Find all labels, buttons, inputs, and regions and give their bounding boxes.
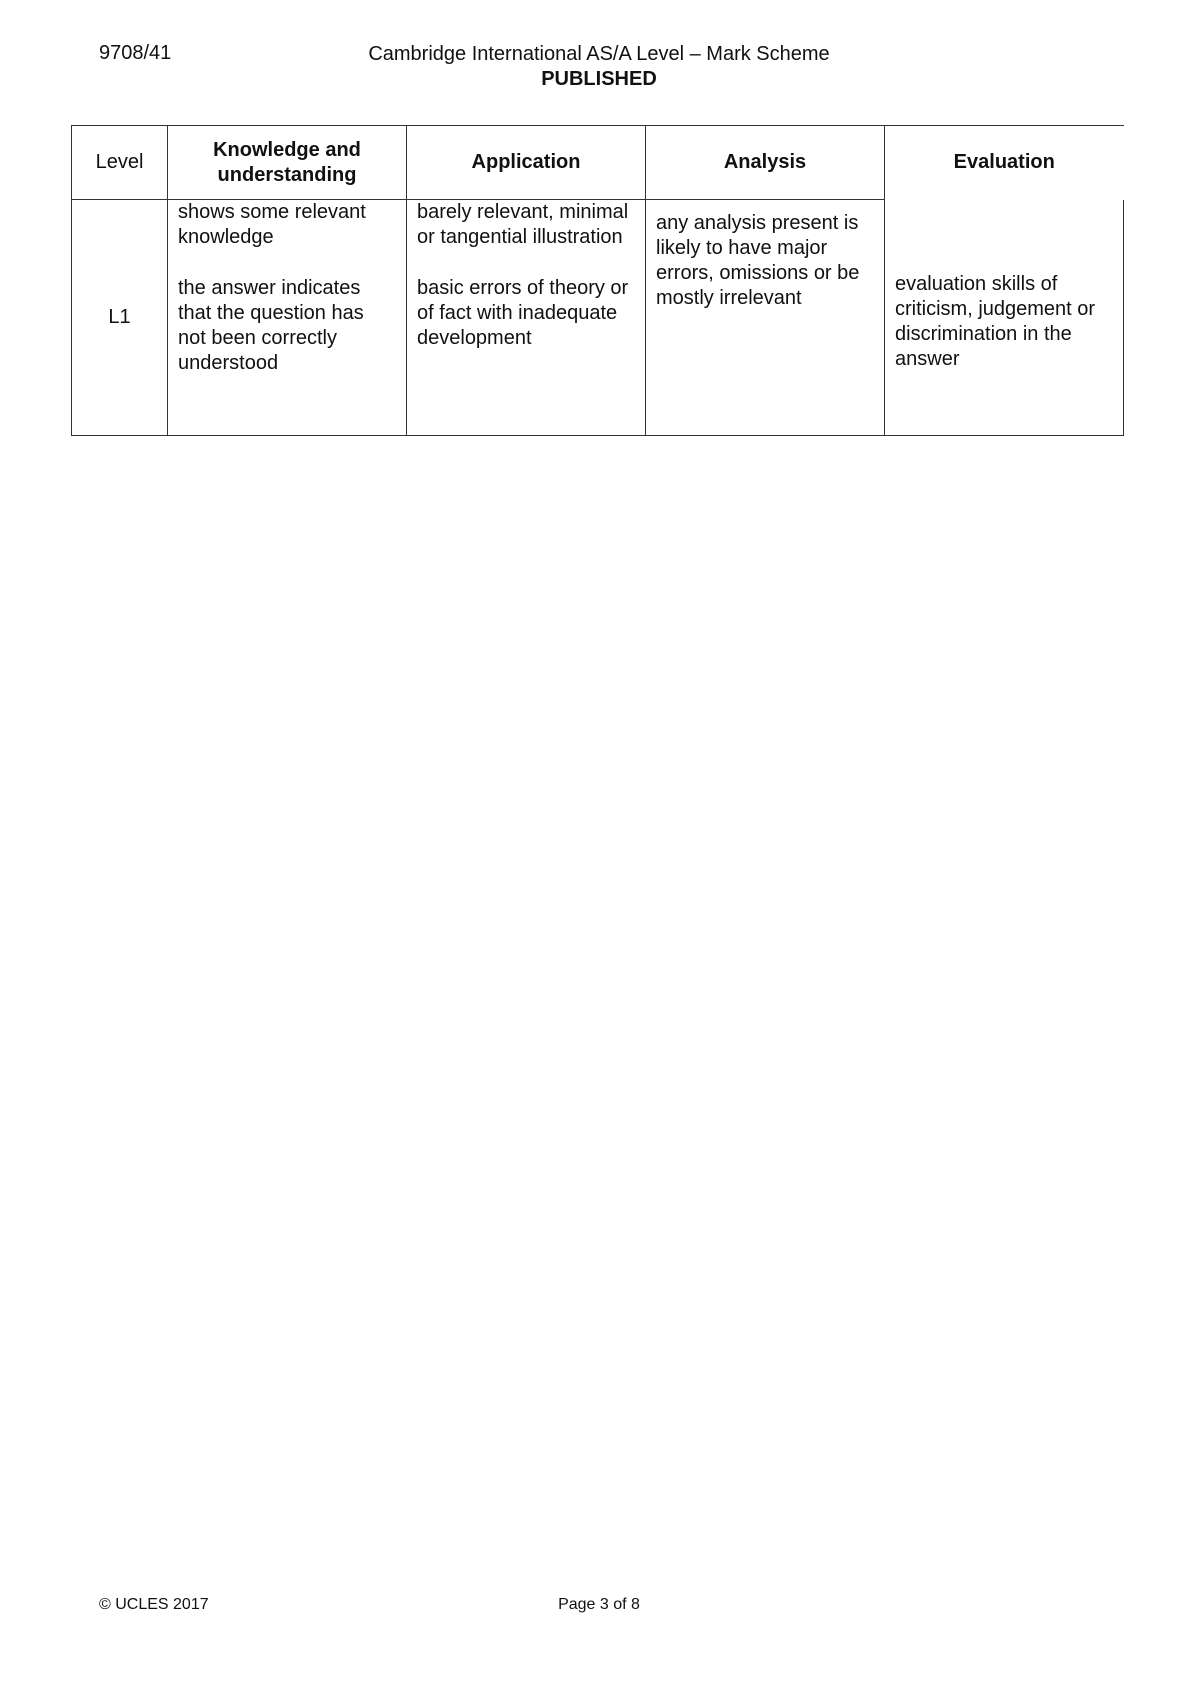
- knowledge-point: shows some relevant knowledge: [178, 201, 366, 248]
- column-header-knowledge: Knowledge and understanding: [168, 126, 407, 200]
- column-header-application: Application: [407, 126, 646, 200]
- application-point: basic errors of theory or of fact with inadequate development: [417, 277, 629, 349]
- level-cell: L1: [72, 200, 168, 436]
- page-number: Page 3 of 8: [558, 1596, 640, 1613]
- analysis-cell: any analysis present is likely to have major errors, omissions or be mostly irrelevant: [646, 200, 885, 436]
- column-header-level: Level: [72, 126, 168, 200]
- copyright-notice: © UCLES 2017: [99, 1596, 209, 1613]
- published-label: PUBLISHED: [541, 68, 657, 90]
- knowledge-point: the answer indicates that the question has not been correctly understood: [178, 277, 364, 374]
- column-header-analysis: Analysis: [646, 126, 885, 200]
- table-header-row: [72, 126, 1124, 200]
- paper-code: 9708/41: [99, 42, 172, 64]
- level-descriptor-table: [71, 125, 1124, 436]
- application-point: barely relevant, minimal or tangential illustration: [417, 201, 629, 248]
- application-cell: [407, 200, 646, 436]
- knowledge-cell: [168, 200, 407, 436]
- table-row: [72, 200, 1124, 436]
- column-header-evaluation: Evaluation: [885, 126, 1124, 200]
- page-header: [0, 42, 1190, 92]
- mark-scheme-title: Cambridge International AS/A Level – Mark Scheme: [368, 43, 830, 65]
- evaluation-cell: evaluation skills of criticism, judgement or discrimination in the answer: [885, 200, 1124, 436]
